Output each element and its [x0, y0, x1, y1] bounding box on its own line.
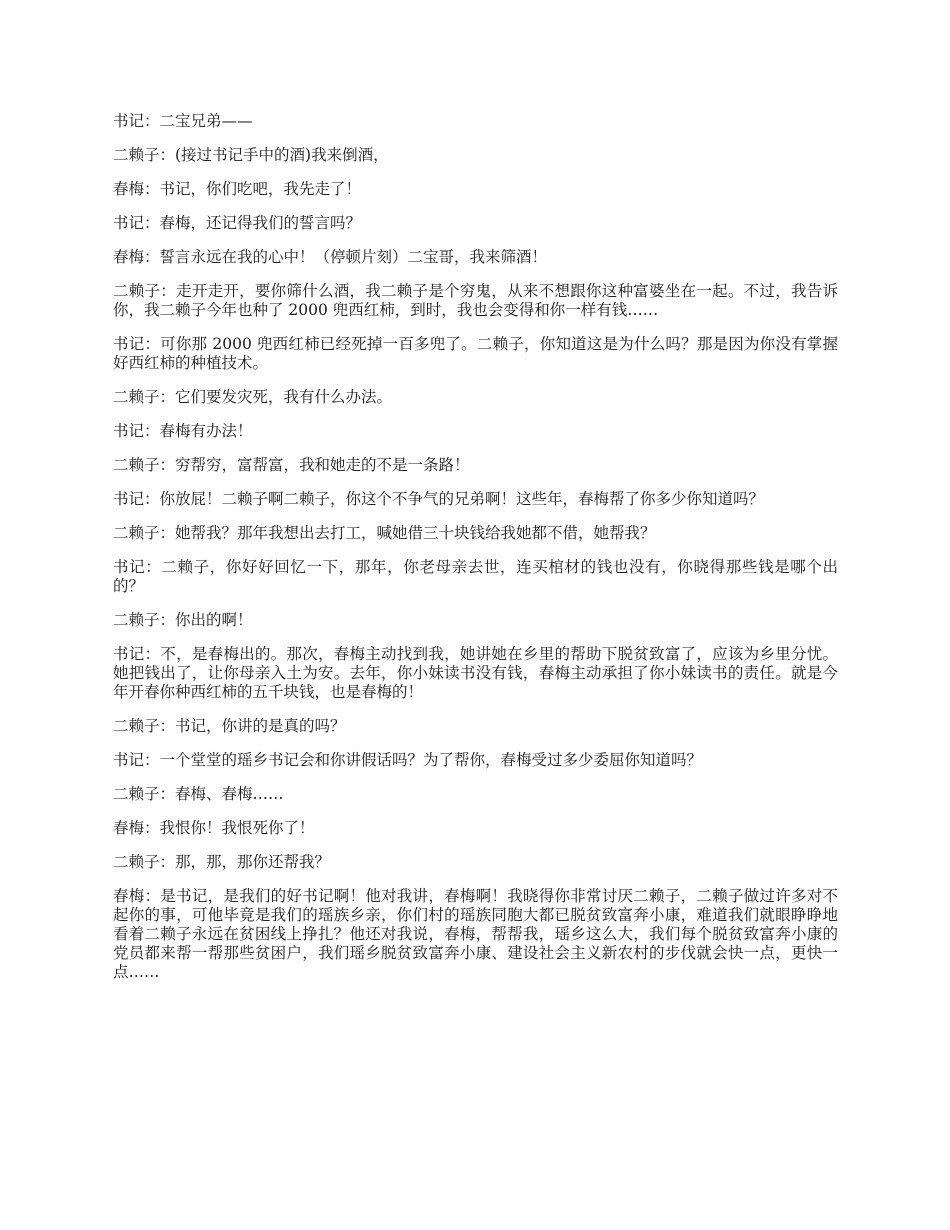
dialogue-line: 二赖子：穷帮穷，富帮富，我和她走的不是一条路！: [113, 456, 470, 474]
dialogue-line: 书记：春梅有办法！: [113, 422, 253, 440]
dialogue-line: 书记：二宝兄弟——: [113, 112, 253, 130]
dialogue-line: 二赖子：(接过书记手中的酒)我来倒酒，: [113, 146, 389, 164]
dialogue-line: 春梅：书记，你们吃吧，我先走了！: [113, 180, 362, 198]
dialogue-line: 书记：不，是春梅出的。那次，春梅主动找到我，她讲她在乡里的帮助下脱贫致富了，应该为乡里分忧。她把钱出了，让你母亲入土为安。去年，你小妹读书没有钱，春梅主动承担了你小妹读书的责任。就是今年开春你种西红柿的五千块钱，也是春梅的！: [113, 645, 838, 701]
dialogue-line: 春梅：是书记，是我们的好书记啊！他对我讲，春梅啊！我晓得你非常讨厌二赖子，二赖子做过许多对不起你的事，可他毕竟是我们的瑶族乡亲，你们村的瑶族同胞大都已脱贫致富奔小康，难道我们就眼睁睁地看着二赖子永远在贫困线上挣扎？他还对我说，春梅，帮帮我，瑶乡这么大，我们每个脱贫致富奔小康的党员都来帮一帮那些贫困户，我们瑶乡脱贫致富奔小康、建设社会主义新农村的步伐就会快一点，更快一点……: [113, 887, 838, 981]
dialogue-line: 二赖子：那，那，那你还帮我？: [113, 853, 331, 871]
dialogue-line: 二赖子：春梅、春梅……: [113, 785, 284, 803]
dialogue-line: 二赖子：她帮我？那年我想出去打工，喊她借三十块钱给我她都不借，她帮我？: [113, 524, 656, 542]
dialogue-line: 书记：你放屁！二赖子啊二赖子，你这个不争气的兄弟啊！这些年，春梅帮了你多少你知道吗？: [113, 490, 765, 508]
dialogue-line: 书记：可你那 2000 兜西红柿已经死掉一百多兜了。二赖子，你知道这是为什么吗？那是因为你没有掌握好西红柿的种植技术。: [113, 335, 838, 372]
dialogue-line: 二赖子：你出的啊！: [113, 611, 253, 629]
dialogue-line: 书记：一个堂堂的瑶乡书记会和你讲假话吗？为了帮你，春梅受过多少委屈你知道吗？: [113, 751, 703, 769]
dialogue-line: 春梅：我恨你！我恨死你了！: [113, 819, 315, 837]
dialogue-line: 书记：春梅，还记得我们的誓言吗？: [113, 214, 362, 232]
dialogue-line: 书记：二赖子，你好好回忆一下，那年，你老母亲去世，连买棺材的钱也没有，你晓得那些钱是哪个出的？: [113, 558, 838, 595]
dialogue-line: 二赖子：它们要发灾死，我有什么办法。: [113, 388, 393, 406]
dialogue-line: 二赖子：书记，你讲的是真的吗？: [113, 717, 346, 735]
dialogue-line: 二赖子：走开走开，要你筛什么酒，我二赖子是个穷鬼，从来不想跟你这种富婆坐在一起。不过，我告诉你，我二赖子今年也种了 2000 兜西红柿，到时，我也会变得和你一样有钱……: [113, 282, 838, 319]
dialogue-line: 春梅：誓言永远在我的心中！（停顿片刻）二宝哥，我来筛酒！: [113, 248, 548, 266]
document-page: [113, 112, 838, 997]
